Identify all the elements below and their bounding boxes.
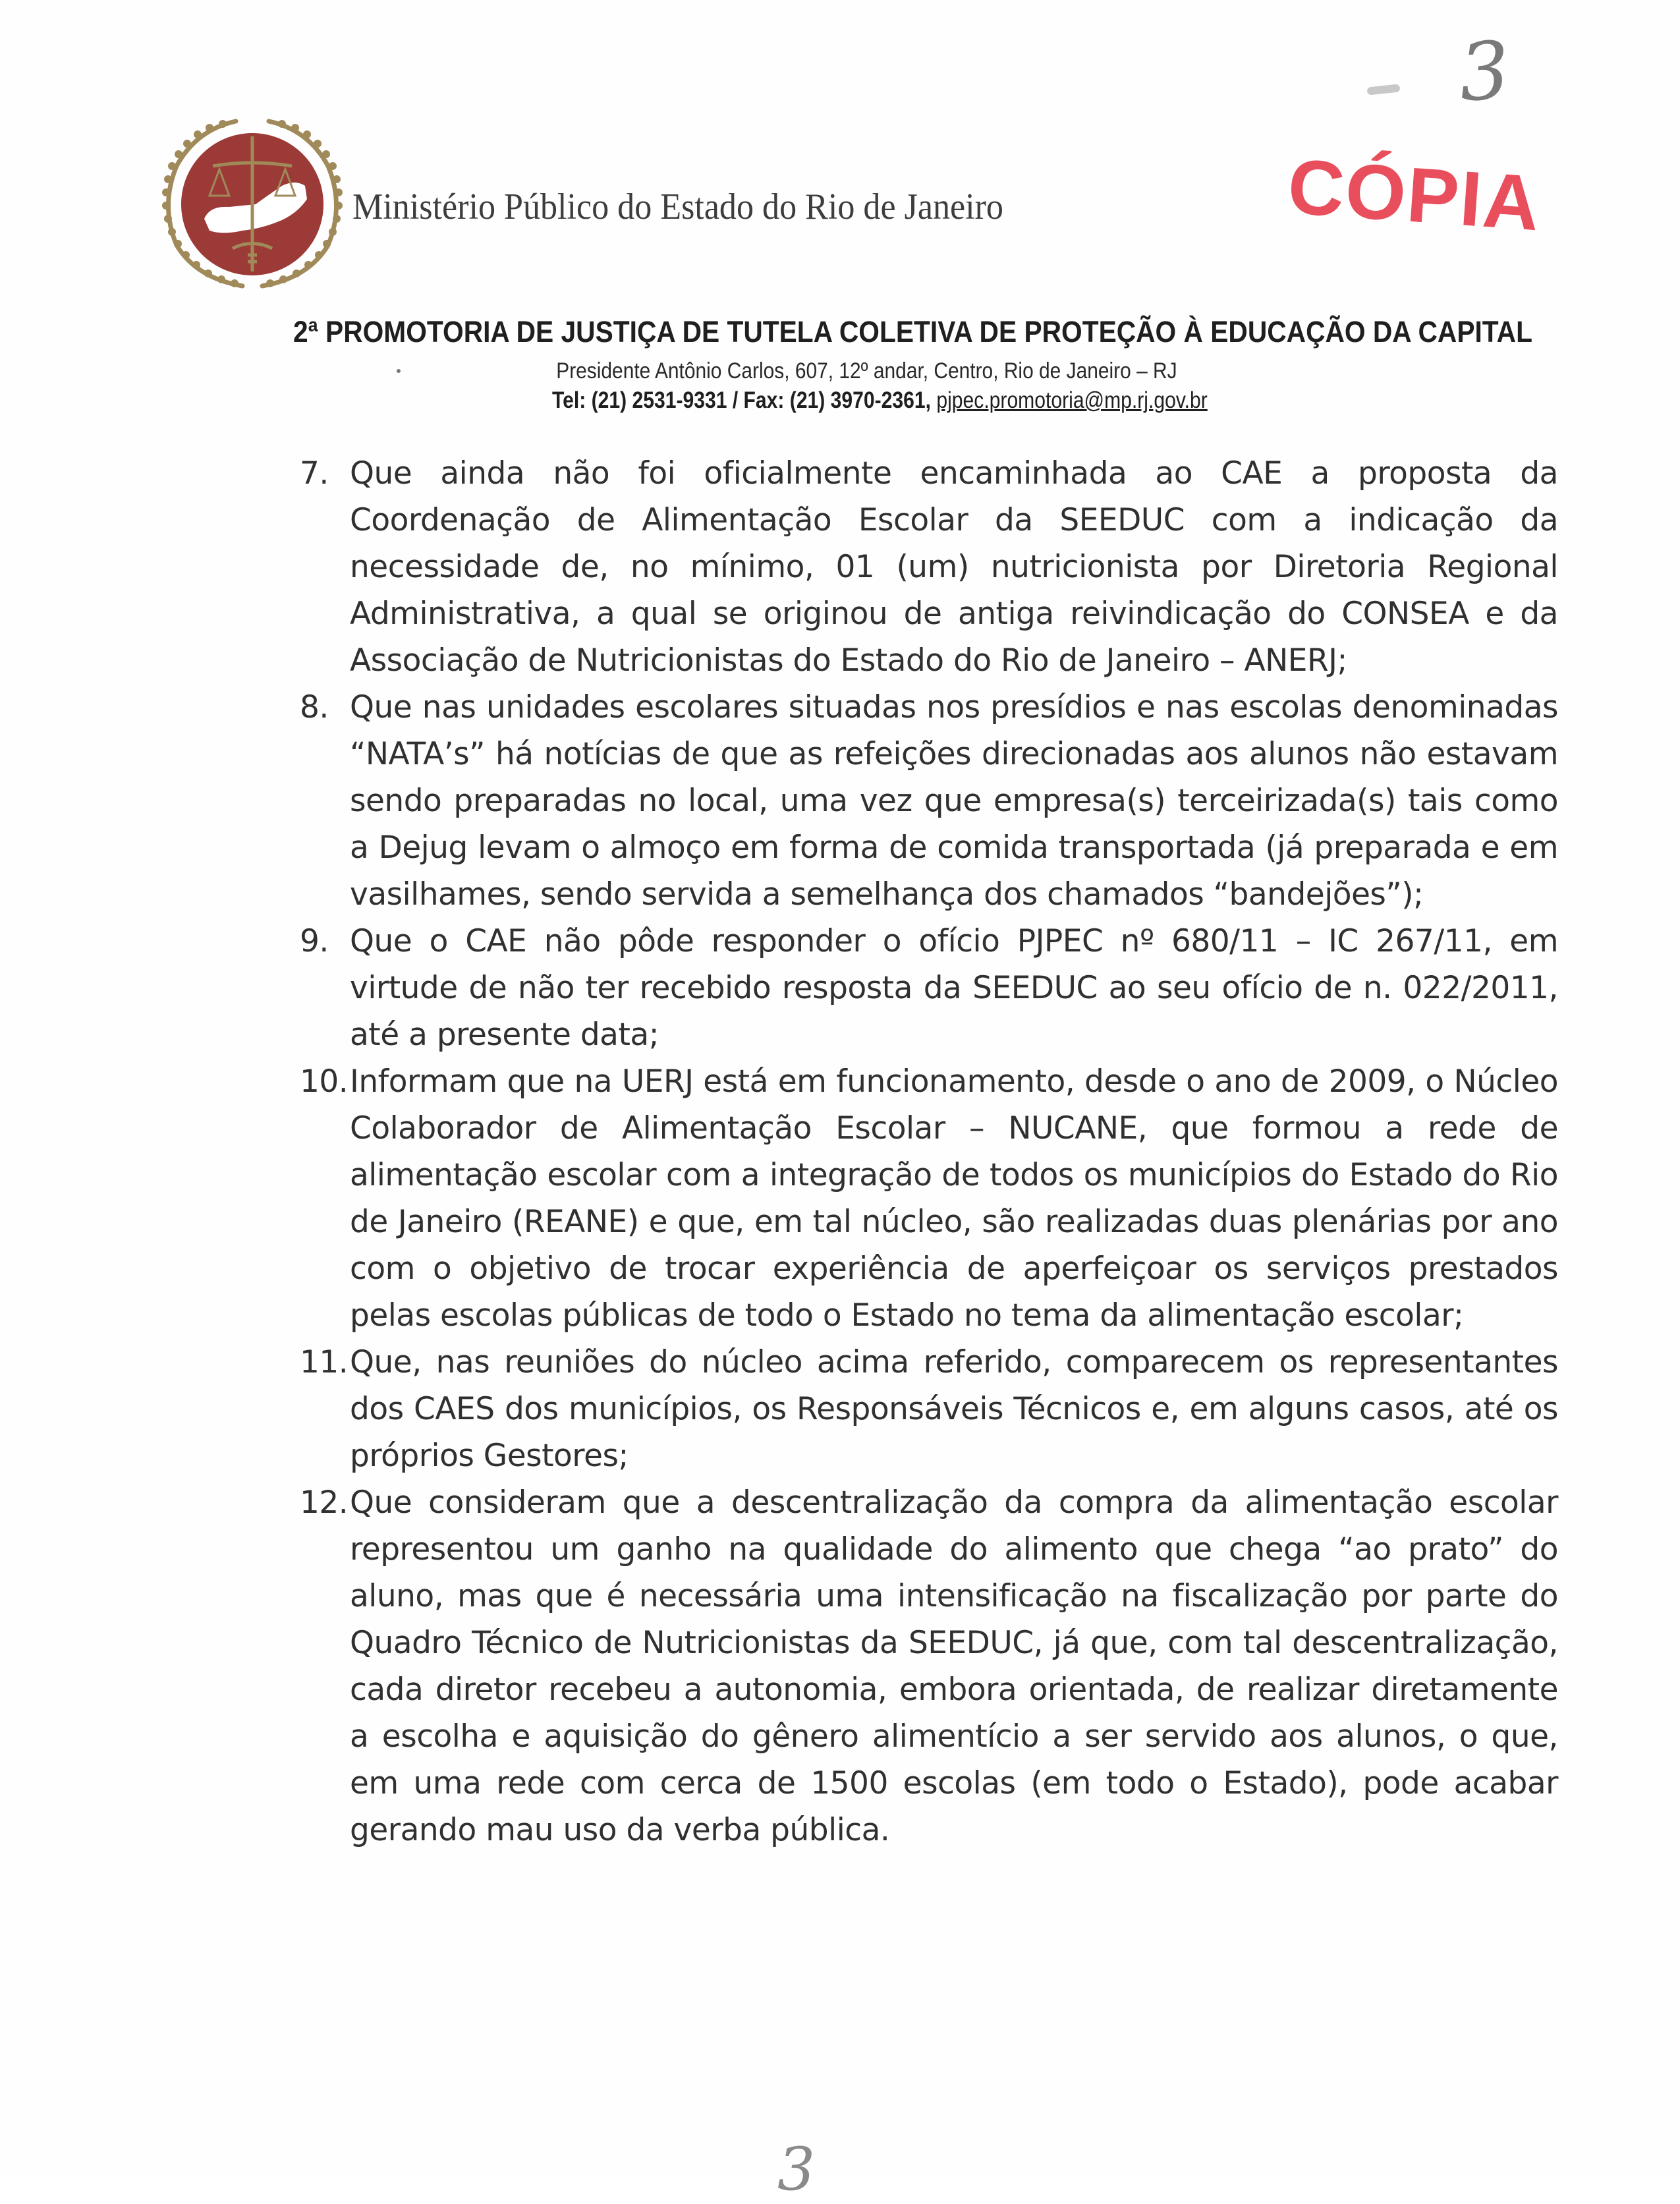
item-text: Que nas unidades escolares situadas nos presídios e nas escolas denominadas “NATA’s” há notícias de que as refeições direcionadas aos alunos não estavam sendo preparadas no local, uma vez que empresa(s) terceirizada(s) tais como a Dejug levam o almoço em forma de comida transportada (já preparada e em vasilhames, sendo servida a semelhança dos chamados “bandejões”); [350,689,1558,913]
item-text: Que, nas reuniões do núcleo acima referido, comparecem os representantes dos CAES dos municípios, os Responsáveis Técnicos e, em alguns casos, até os próprios Gestores; [350,1344,1558,1474]
findings-list [300,450,1558,1853]
item-number: 7. [300,455,329,492]
contact-line [0,387,1680,414]
address-text: Presidente Antônio Carlos, 607, 12º andar, Centro, Rio de Janeiro – RJ [555,358,1177,383]
list-item [300,684,1558,918]
handwritten-page-number: 3 [1456,24,1513,120]
item-number: 9. [300,923,329,959]
list-item [300,1479,1558,1853]
address-line [0,358,1680,384]
scan-speck [397,369,401,373]
item-number: 10. [300,1063,349,1100]
list-item [300,1339,1558,1479]
item-number: 12. [300,1484,349,1521]
item-text: Que o CAE não pôde responder o ofício PJPEC nº 680/11 – IC 267/11, em virtude de não ter recebido resposta da SEEDUC ao seu ofício de n. 022/2011, até a presente data; [350,923,1558,1053]
list-item [300,450,1558,684]
item-number: 11. [300,1344,349,1380]
list-item [300,918,1558,1058]
handwritten-bottom-mark: 3 [777,2135,816,2204]
list-item [300,1058,1558,1339]
institution-name: Ministério Público do Estado do Rio de Janeiro [352,186,1003,227]
item-text: Que consideram que a descentralização da compra da alimentação escolar representou um ganho na qualidade do alimento que chega “ao prato” do aluno, mas que é necessária uma intensificação na fiscalização por parte do Quadro Técnico de Nutricionistas da SEEDUC, já que, com tal descentralização, cada diretor recebeu a autonomia, embora orientada, de realizar diretamente a escolha e aquisição do gênero alimentício a ser servido aos alunos, o que, em uma rede com cerca de 1500 escolas (em todo o Estado), pode acabar gerando mau uso da verba pública. [350,1484,1558,1848]
item-number: 8. [300,689,329,725]
handwritten-dash-mark [1367,84,1401,95]
item-text: Informam que na UERJ está em funcionamento, desde o ano de 2009, o Núcleo Colaborador de Alimentação Escolar – NUCANE, que formou a rede de alimentação escolar com a integração de todos os municípios do Estado do Rio de Janeiro (REANE) e que, em tal núcleo, são realizadas duas plenárias por ano com o objetivo de trocar experiência de aperfeiçoar os serviços prestados pelas escolas públicas de todo o Estado no tema da alimentação escolar; [350,1063,1558,1334]
email-link[interactable]: pjpec.promotoria@mp.rj.gov.br [936,387,1208,413]
item-text: Que ainda não foi oficialmente encaminhada ao CAE a proposta da Coordenação de Alimentação Escolar da SEEDUC com a indicação da necessidade de, no mínimo, 01 (um) nutricionista por Diretoria Regional Administrativa, a qual se originou de antiga reivindicação do CONSEA e da Associação de Nutricionistas do Estado do Rio de Janeiro – ANERJ; [350,455,1558,679]
department-title: 2ª PROMOTORIA DE JUSTIÇA DE TUTELA COLETIVA DE PROTEÇÃO À EDUCAÇÃO DA CAPITAL [293,315,1532,349]
mp-rj-seal-icon [157,113,348,291]
copy-stamp: CÓPIA [1285,142,1544,248]
phone-fax-text: Tel: (21) 2531-9331 / Fax: (21) 3970-2361, [551,387,936,413]
